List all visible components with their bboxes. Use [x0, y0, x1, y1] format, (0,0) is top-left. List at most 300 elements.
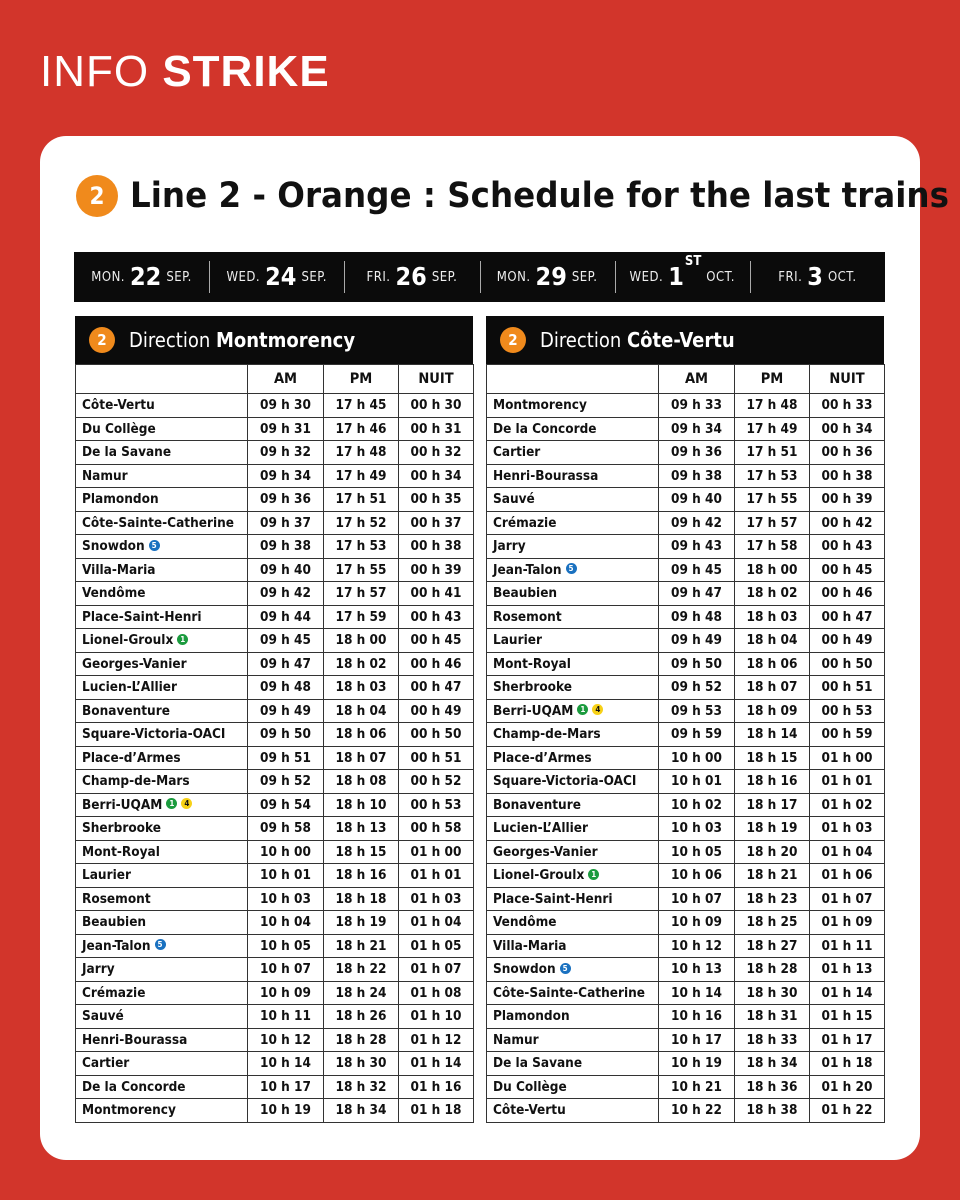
time-pm: 18 h 07: [735, 676, 810, 700]
table-row: [76, 652, 474, 676]
time-nuit: 00 h 45: [399, 629, 474, 653]
station-name: [487, 582, 659, 606]
time-nuit: 00 h 47: [399, 676, 474, 700]
time-am: 09 h 47: [248, 652, 324, 676]
station-name: [487, 934, 659, 958]
station-label: Place-d’Armes: [82, 749, 181, 766]
station-name: [76, 746, 248, 770]
time-pm: 18 h 07: [324, 746, 399, 770]
station-label: Côte-Sainte-Catherine: [493, 984, 646, 1001]
direction-label: [129, 328, 355, 352]
time-am: 10 h 00: [659, 746, 735, 770]
table-row: [487, 699, 885, 723]
table-row: [76, 511, 474, 535]
page-header: [40, 44, 330, 100]
time-pm: 18 h 30: [735, 981, 810, 1005]
table-row: [76, 1005, 474, 1029]
time-nuit: 01 h 08: [399, 981, 474, 1005]
station-label: Lucien-L’Allier: [82, 679, 178, 696]
time-am: 09 h 45: [659, 558, 735, 582]
table-row: [76, 699, 474, 723]
time-am: 10 h 22: [659, 1099, 735, 1123]
time-am: 09 h 38: [659, 464, 735, 488]
station-label: Sauvé: [82, 1008, 124, 1025]
time-am: 09 h 48: [659, 605, 735, 629]
line-4-icon: 4: [181, 798, 192, 809]
time-nuit: 01 h 05: [399, 934, 474, 958]
station-name: [487, 558, 659, 582]
time-nuit: 00 h 34: [810, 417, 885, 441]
time-nuit: 00 h 43: [399, 605, 474, 629]
station-label: Vendôme: [82, 585, 146, 602]
time-am: 09 h 34: [659, 417, 735, 441]
date-weekday: WED.: [629, 269, 664, 285]
station-label: Snowdon: [82, 538, 145, 555]
time-am: 09 h 54: [248, 793, 324, 817]
time-am: 10 h 13: [659, 958, 735, 982]
time-am: 09 h 45: [248, 629, 324, 653]
date-weekday: FRI.: [366, 269, 391, 285]
station-label: Sherbrooke: [493, 679, 572, 696]
time-pm: 17 h 45: [324, 394, 399, 418]
line-4-icon: 4: [592, 704, 603, 715]
line-2-icon: 2: [89, 327, 115, 353]
station-name: [487, 1099, 659, 1123]
time-pm: 18 h 04: [324, 699, 399, 723]
time-nuit: 01 h 13: [810, 958, 885, 982]
station-name: [76, 558, 248, 582]
time-pm: 17 h 51: [735, 441, 810, 465]
time-am: 09 h 43: [659, 535, 735, 559]
time-pm: 17 h 57: [735, 511, 810, 535]
time-nuit: 01 h 12: [399, 1028, 474, 1052]
table-row: [487, 1028, 885, 1052]
station-label: Montmorency: [493, 397, 587, 414]
station-name: [487, 676, 659, 700]
table-row: [487, 1005, 885, 1029]
station-name: [487, 1052, 659, 1076]
time-pm: 18 h 34: [324, 1099, 399, 1123]
station-name: [487, 958, 659, 982]
time-pm: 18 h 04: [735, 629, 810, 653]
date-item: [615, 252, 750, 302]
station-label: Vendôme: [493, 914, 557, 931]
time-am: 09 h 37: [248, 511, 324, 535]
station-label: Rosemont: [82, 890, 151, 907]
date-weekday: FRI.: [778, 269, 803, 285]
direction-prefix: Direction: [129, 328, 216, 352]
table-header-row: [76, 365, 474, 394]
time-pm: 18 h 34: [735, 1052, 810, 1076]
time-pm: 18 h 16: [324, 864, 399, 888]
table-row: [76, 770, 474, 794]
time-am: 09 h 40: [659, 488, 735, 512]
title-text: Line 2 - Orange : Schedule for the last trains: [130, 176, 949, 216]
station-name: [76, 1028, 248, 1052]
table-row: [76, 558, 474, 582]
date-item: [750, 252, 885, 302]
station-name: [76, 887, 248, 911]
time-pm: 17 h 53: [324, 535, 399, 559]
time-am: 10 h 19: [248, 1099, 324, 1123]
station-label: Lionel-Groulx: [493, 867, 585, 884]
column-header-pm: PM: [735, 365, 810, 394]
time-pm: 18 h 30: [324, 1052, 399, 1076]
station-label: De la Concorde: [82, 1078, 186, 1095]
station-name: [76, 582, 248, 606]
station-name: [487, 723, 659, 747]
date-day: 1ST: [668, 254, 702, 291]
line-5-icon: 5: [155, 939, 166, 950]
column-header-nuit: NUIT: [810, 365, 885, 394]
station-label: Georges-Vanier: [82, 655, 187, 672]
time-nuit: 01 h 04: [810, 840, 885, 864]
time-nuit: 00 h 50: [810, 652, 885, 676]
time-nuit: 00 h 45: [810, 558, 885, 582]
time-nuit: 00 h 49: [810, 629, 885, 653]
time-nuit: 01 h 16: [399, 1075, 474, 1099]
date-month: SEP.: [301, 269, 328, 285]
time-am: 10 h 01: [248, 864, 324, 888]
time-pm: 18 h 08: [324, 770, 399, 794]
time-am: 09 h 52: [659, 676, 735, 700]
time-pm: 18 h 15: [324, 840, 399, 864]
time-pm: 18 h 02: [324, 652, 399, 676]
time-pm: 18 h 28: [324, 1028, 399, 1052]
time-pm: 18 h 00: [735, 558, 810, 582]
table-row: [487, 394, 885, 418]
time-pm: 18 h 19: [324, 911, 399, 935]
table-row: [487, 629, 885, 653]
time-nuit: 00 h 41: [399, 582, 474, 606]
table-row: [487, 817, 885, 841]
station-label: Place-d’Armes: [493, 749, 592, 766]
station-label: Square-Victoria-OACI: [493, 773, 637, 790]
time-pm: 18 h 31: [735, 1005, 810, 1029]
station-label: Georges-Vanier: [493, 843, 598, 860]
date-month: SEP.: [431, 269, 458, 285]
table-row: [76, 958, 474, 982]
time-pm: 17 h 59: [324, 605, 399, 629]
time-pm: 17 h 48: [324, 441, 399, 465]
time-nuit: 00 h 39: [810, 488, 885, 512]
time-am: 09 h 51: [248, 746, 324, 770]
station-label: Laurier: [493, 632, 542, 649]
time-am: 10 h 11: [248, 1005, 324, 1029]
column-header-am: AM: [659, 365, 735, 394]
table-row: [487, 981, 885, 1005]
time-am: 10 h 12: [659, 934, 735, 958]
time-nuit: 00 h 51: [810, 676, 885, 700]
station-name: [487, 793, 659, 817]
time-nuit: 01 h 14: [399, 1052, 474, 1076]
table-row: [76, 417, 474, 441]
time-nuit: 00 h 50: [399, 723, 474, 747]
time-pm: 17 h 57: [324, 582, 399, 606]
table-row: [487, 1099, 885, 1123]
strike-dates-bar: [74, 252, 885, 302]
time-am: 09 h 49: [659, 629, 735, 653]
time-pm: 18 h 33: [735, 1028, 810, 1052]
station-name: [76, 864, 248, 888]
station-label: Villa-Maria: [82, 561, 156, 578]
time-nuit: 01 h 18: [399, 1099, 474, 1123]
time-nuit: 01 h 04: [399, 911, 474, 935]
station-name: [76, 676, 248, 700]
time-nuit: 01 h 01: [399, 864, 474, 888]
station-label: Henri-Bourassa: [493, 467, 599, 484]
table-row: [487, 676, 885, 700]
line-1-icon: 1: [166, 798, 177, 809]
time-nuit: 01 h 07: [810, 887, 885, 911]
time-nuit: 01 h 03: [810, 817, 885, 841]
time-am: 09 h 58: [248, 817, 324, 841]
table-row: [487, 464, 885, 488]
line-1-icon: 1: [577, 704, 588, 715]
table-row: [76, 840, 474, 864]
table-row: [487, 911, 885, 935]
time-nuit: 00 h 36: [810, 441, 885, 465]
station-name: [76, 793, 248, 817]
time-nuit: 00 h 35: [399, 488, 474, 512]
time-nuit: 00 h 43: [810, 535, 885, 559]
station-label: Namur: [493, 1031, 539, 1048]
station-name: [76, 840, 248, 864]
table-row: [76, 934, 474, 958]
station-label: Côte-Vertu: [493, 1102, 566, 1119]
station-label: Champ-de-Mars: [493, 726, 601, 743]
time-nuit: 00 h 31: [399, 417, 474, 441]
time-am: 09 h 50: [248, 723, 324, 747]
station-label: Namur: [82, 467, 128, 484]
direction-name: Montmorency: [215, 328, 356, 352]
table-row: [487, 723, 885, 747]
time-pm: 18 h 32: [324, 1075, 399, 1099]
station-name: [76, 511, 248, 535]
station-label: Sauvé: [493, 491, 535, 508]
time-nuit: 01 h 02: [810, 793, 885, 817]
station-name: [76, 605, 248, 629]
station-name: [76, 652, 248, 676]
column-header-am: AM: [248, 365, 324, 394]
station-label: Mont-Royal: [82, 843, 160, 860]
direction-label: [540, 328, 735, 352]
table-row: [76, 911, 474, 935]
direction-header: [75, 316, 473, 364]
table-row: [76, 676, 474, 700]
time-am: 10 h 07: [659, 887, 735, 911]
table-header-row: [487, 365, 885, 394]
time-am: 09 h 50: [659, 652, 735, 676]
station-name: [487, 981, 659, 1005]
time-am: 09 h 47: [659, 582, 735, 606]
table-row: [487, 488, 885, 512]
time-am: 10 h 17: [248, 1075, 324, 1099]
station-label: Henri-Bourassa: [82, 1031, 188, 1048]
station-label: Berri-UQAM: [493, 702, 574, 719]
table-row: [487, 793, 885, 817]
table-row: [487, 652, 885, 676]
time-am: 10 h 16: [659, 1005, 735, 1029]
time-am: 10 h 01: [659, 770, 735, 794]
station-name: [76, 911, 248, 935]
station-label: Square-Victoria-OACI: [82, 726, 226, 743]
station-name: [487, 1028, 659, 1052]
station-name: [487, 417, 659, 441]
table-row: [487, 770, 885, 794]
time-nuit: 00 h 33: [810, 394, 885, 418]
time-pm: 17 h 53: [735, 464, 810, 488]
table-row: [76, 1052, 474, 1076]
time-nuit: 01 h 18: [810, 1052, 885, 1076]
date-month: OCT.: [827, 269, 857, 285]
date-day: 29: [535, 261, 567, 291]
table-row: [487, 840, 885, 864]
station-name: [487, 887, 659, 911]
station-name: [76, 1005, 248, 1029]
table-row: [76, 605, 474, 629]
time-pm: 17 h 49: [324, 464, 399, 488]
time-nuit: 00 h 49: [399, 699, 474, 723]
time-pm: 18 h 24: [324, 981, 399, 1005]
table-row: [487, 864, 885, 888]
time-nuit: 01 h 00: [399, 840, 474, 864]
direction-cote-vertu: [486, 316, 884, 1123]
time-nuit: 01 h 14: [810, 981, 885, 1005]
time-pm: 18 h 26: [324, 1005, 399, 1029]
time-pm: 18 h 21: [735, 864, 810, 888]
station-name: [487, 864, 659, 888]
time-nuit: 00 h 30: [399, 394, 474, 418]
station-label: Cartier: [493, 444, 541, 461]
time-nuit: 00 h 39: [399, 558, 474, 582]
time-pm: 18 h 18: [324, 887, 399, 911]
station-name: [76, 464, 248, 488]
time-nuit: 01 h 10: [399, 1005, 474, 1029]
station-label: Plamondon: [82, 491, 159, 508]
table-row: [487, 934, 885, 958]
time-pm: 18 h 17: [735, 793, 810, 817]
station-label: Beaubien: [82, 914, 147, 931]
time-nuit: 01 h 00: [810, 746, 885, 770]
time-pm: 18 h 06: [735, 652, 810, 676]
station-name: [76, 770, 248, 794]
station-label: Jean-Talon: [493, 561, 562, 578]
time-nuit: 01 h 17: [810, 1028, 885, 1052]
table-row: [76, 464, 474, 488]
date-weekday: WED.: [226, 269, 261, 285]
time-nuit: 00 h 52: [399, 770, 474, 794]
station-label: Jarry: [493, 538, 526, 555]
date-day: 22: [130, 261, 162, 291]
time-am: 10 h 21: [659, 1075, 735, 1099]
time-am: 10 h 07: [248, 958, 324, 982]
station-name: [76, 535, 248, 559]
station-label: Du Collège: [493, 1078, 567, 1095]
table-row: [487, 417, 885, 441]
time-pm: 18 h 00: [324, 629, 399, 653]
station-name: [76, 699, 248, 723]
time-nuit: 00 h 53: [810, 699, 885, 723]
time-am: 10 h 09: [248, 981, 324, 1005]
time-nuit: 00 h 51: [399, 746, 474, 770]
station-name: [76, 394, 248, 418]
station-label: Montmorency: [82, 1102, 176, 1119]
date-item: [74, 252, 209, 302]
direction-montmorency: [75, 316, 473, 1123]
line-2-icon: 2: [76, 175, 118, 217]
time-nuit: 00 h 59: [810, 723, 885, 747]
time-am: 09 h 42: [659, 511, 735, 535]
station-label: Villa-Maria: [493, 937, 567, 954]
station-name: [487, 488, 659, 512]
time-am: 10 h 03: [248, 887, 324, 911]
time-nuit: 00 h 53: [399, 793, 474, 817]
table-row: [487, 958, 885, 982]
time-am: 10 h 04: [248, 911, 324, 935]
time-nuit: 00 h 47: [810, 605, 885, 629]
time-am: 10 h 06: [659, 864, 735, 888]
station-name: [76, 1052, 248, 1076]
time-pm: 17 h 58: [735, 535, 810, 559]
time-nuit: 00 h 38: [399, 535, 474, 559]
time-pm: 17 h 49: [735, 417, 810, 441]
station-label: Crémazie: [82, 984, 146, 1001]
time-am: 09 h 59: [659, 723, 735, 747]
time-am: 09 h 30: [248, 394, 324, 418]
station-label: Rosemont: [493, 608, 562, 625]
table-row: [76, 746, 474, 770]
table-row: [487, 441, 885, 465]
station-name: [76, 1099, 248, 1123]
time-pm: 18 h 06: [324, 723, 399, 747]
station-label: Côte-Vertu: [82, 397, 155, 414]
time-nuit: 01 h 03: [399, 887, 474, 911]
station-label: Snowdon: [493, 961, 556, 978]
station-label: Beaubien: [493, 585, 558, 602]
time-am: 09 h 44: [248, 605, 324, 629]
time-pm: 18 h 09: [735, 699, 810, 723]
table-row: [76, 723, 474, 747]
time-nuit: 01 h 22: [810, 1099, 885, 1123]
station-label: Du Collège: [82, 420, 156, 437]
station-column-header: [487, 365, 659, 394]
time-nuit: 01 h 11: [810, 934, 885, 958]
time-pm: 18 h 38: [735, 1099, 810, 1123]
station-name: [76, 629, 248, 653]
table-row: [76, 441, 474, 465]
time-am: 09 h 48: [248, 676, 324, 700]
station-name: [487, 770, 659, 794]
time-am: 09 h 52: [248, 770, 324, 794]
table-row: [487, 746, 885, 770]
station-name: [487, 817, 659, 841]
time-pm: 18 h 15: [735, 746, 810, 770]
time-nuit: 00 h 37: [399, 511, 474, 535]
time-pm: 18 h 23: [735, 887, 810, 911]
time-pm: 18 h 27: [735, 934, 810, 958]
time-pm: 17 h 51: [324, 488, 399, 512]
station-label: Laurier: [82, 867, 131, 884]
time-am: 09 h 38: [248, 535, 324, 559]
date-day: 3: [807, 261, 823, 291]
station-name: [76, 417, 248, 441]
time-pm: 18 h 03: [324, 676, 399, 700]
table-row: [76, 1075, 474, 1099]
station-label: Lionel-Groulx: [82, 632, 174, 649]
time-pm: 18 h 13: [324, 817, 399, 841]
table-row: [76, 1099, 474, 1123]
